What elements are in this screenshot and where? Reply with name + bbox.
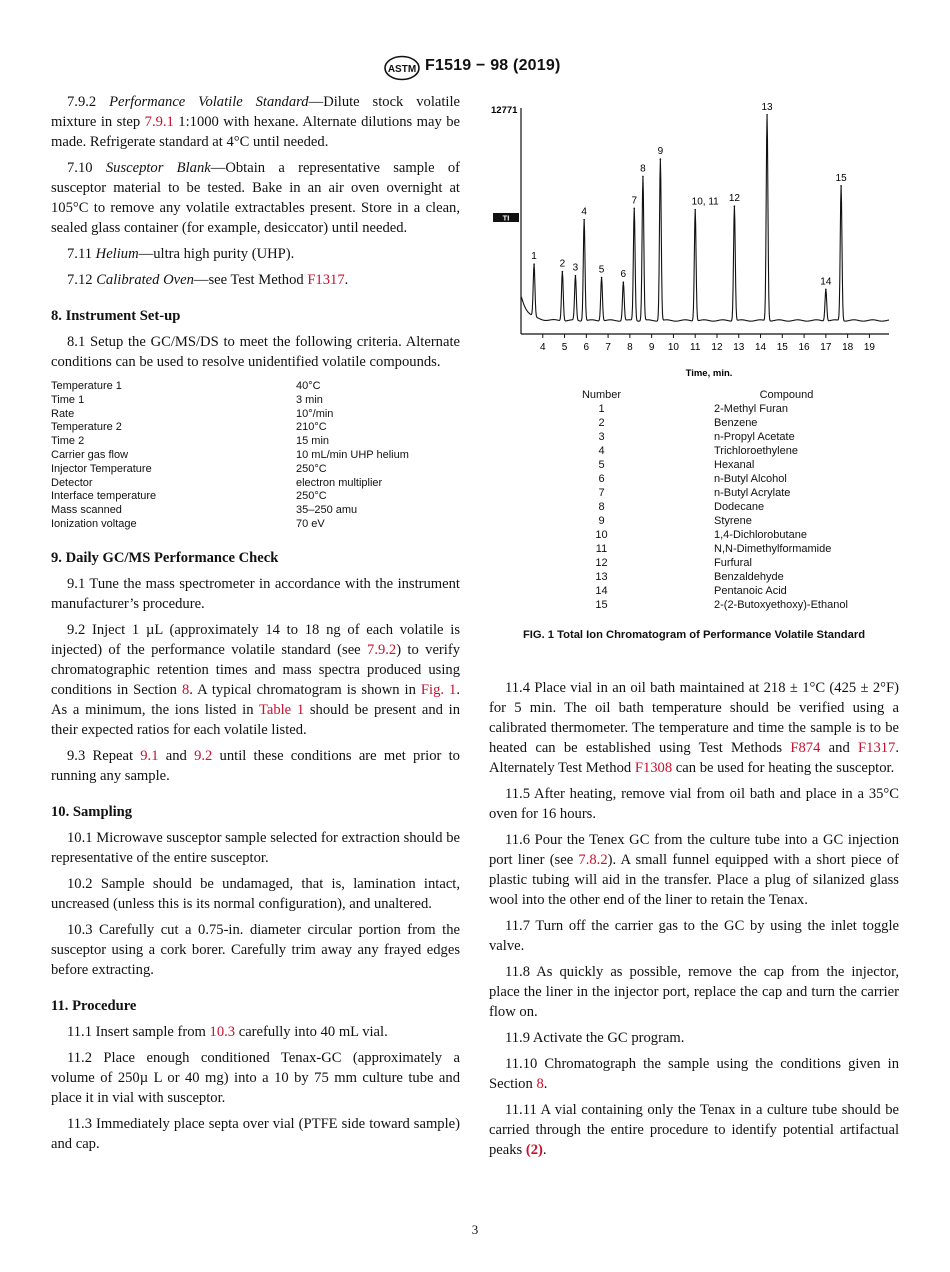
page-number: 3 bbox=[471, 1222, 479, 1237]
compound-row: 2 Benzene bbox=[598, 417, 758, 429]
param-row: Interface temperature 250°C bbox=[51, 490, 327, 503]
x-tick-label: 16 bbox=[798, 342, 810, 353]
figure-caption: FIG. 1 Total Ion Chromatogram of Performance Volatile Standard bbox=[522, 629, 866, 641]
para-11-10: 11.10 Chromatograph the sample using the conditions given in Section 8. bbox=[489, 1056, 899, 1092]
compound-row: 1 2-Methyl Furan bbox=[598, 403, 788, 415]
ref-f1308[interactable]: F1308 bbox=[634, 760, 673, 776]
ref-f1317[interactable]: F1317 bbox=[858, 740, 896, 756]
compound-row: 11 N,N-Dimethylformamide bbox=[595, 543, 832, 555]
para-11-9: 11.9 Activate the GC program. bbox=[505, 1030, 685, 1046]
left-column bbox=[51, 92, 460, 1160]
peak-label: 13 bbox=[761, 101, 773, 113]
ref-10-3[interactable]: 10.3 bbox=[209, 1023, 236, 1040]
section-11-heading: 11. Procedure bbox=[51, 997, 137, 1014]
para-7-9-2: 7.9.2 Performance Volatile Standard—Dilute stock volatile mixture in step 7.9.1 1:1000 with hexane. Alternate dilutions may be made. Refrigerate standard at 4°C until needed. bbox=[51, 94, 460, 150]
para-7-12: 7.12 Calibrated Oven—see Test Method F1317. bbox=[67, 272, 349, 288]
peak-label: 4 bbox=[581, 206, 587, 218]
chromatogram-figure bbox=[485, 98, 895, 388]
peak-label: 5 bbox=[598, 264, 605, 276]
peak-label: 6 bbox=[620, 269, 627, 281]
param-row: Time 2 15 min bbox=[51, 435, 330, 448]
para-11-3: 11.3 Immediately place septa over vial (PTFE side toward sample) and cap. bbox=[51, 1115, 460, 1152]
x-tick-label: 10 bbox=[667, 342, 679, 353]
x-tick-label: 18 bbox=[842, 342, 854, 353]
param-row: Ionization voltage 70 eV bbox=[51, 517, 325, 530]
para-10-2: 10.2 Sample should be undamaged, that is, lamination intact, uncreased (unless this is its normal configuration), and unaltered. bbox=[51, 875, 460, 912]
section-8-heading: 8. Instrument Set-up bbox=[51, 308, 181, 324]
compound-row: 8 Dodecane bbox=[598, 501, 765, 513]
ref-7-9-2[interactable]: 7.9.2 bbox=[367, 641, 397, 658]
ref-fig-1[interactable]: Fig. 1 bbox=[420, 681, 457, 698]
peak-label: 7 bbox=[631, 195, 638, 207]
peak-point bbox=[840, 185, 842, 187]
compound-row: 9 Styrene bbox=[598, 515, 752, 527]
x-tick-label: 19 bbox=[863, 342, 875, 353]
x-tick-label: 5 bbox=[561, 342, 568, 353]
peak-point bbox=[583, 219, 585, 221]
para-9-2: 9.2 Inject 1 µL (approximately 14 to 18 ng of each volatile is injected) of the performance volatile standard (see 7.9.2) to verify chromatographic retention times and mass spectra produced using conditions in Section 8. A typical chromatogram is shown in Fig. 1. As a minimum, the ions listed in Table 1 should be present and in their expected ratios for each volatile listed. bbox=[51, 621, 461, 738]
peak-point bbox=[633, 208, 635, 210]
para-7-11: 7.11 Helium—ultra high purity (UHP). bbox=[67, 246, 295, 262]
section-9-heading: 9. Daily GC/MS Performance Check bbox=[51, 549, 279, 566]
ref-section-8[interactable]: 8 bbox=[536, 1076, 544, 1092]
compound-row: 12 Furfural bbox=[595, 557, 752, 569]
para-10-3: 10.3 Carefully cut a 0.75-in. diameter circular portion from the susceptor using a cork borer. Carefully trim away any frayed edges before extracting. bbox=[51, 921, 460, 978]
compound-row: 7 n-Butyl Acrylate bbox=[598, 487, 791, 499]
para-11-2: 11.2 Place enough conditioned Tenax-GC (approximately a volume of 250µ L or 40 mg) into a 10 by 75 mm culture tube and place it in vial with susceptor. bbox=[51, 1049, 460, 1106]
ref-9-2[interactable]: 9.2 bbox=[194, 747, 213, 764]
ref-f1317[interactable]: F1317 bbox=[307, 272, 345, 288]
para-11-11: 11.11 A vial containing only the Tenax in a culture tube should be carried through the entire procedure to identify potential artifactual peaks (2). bbox=[489, 1102, 899, 1158]
peak-label: 1 bbox=[531, 251, 537, 263]
document-designation: F1519 − 98 (2019) bbox=[425, 57, 561, 74]
compound-row: 15 2-(2-Butoxyethoxy)-Ethanol bbox=[595, 599, 848, 611]
x-tick-label: 9 bbox=[648, 342, 655, 353]
para-11-5: 11.5 After heating, remove vial from oil bath and place in a 35°C oven for 16 hours. bbox=[489, 786, 899, 822]
para-11-7: 11.7 Turn off the carrier gas to the GC by using the inlet toggle valve. bbox=[489, 918, 899, 954]
compound-row: 4 Trichloroethylene bbox=[598, 445, 798, 457]
x-axis-label: Time, min. bbox=[685, 368, 733, 379]
x-tick-label: 11 bbox=[690, 342, 701, 353]
ref-table-1[interactable]: Table 1 bbox=[258, 701, 305, 718]
param-row: Injector Temperature 250°C bbox=[51, 462, 327, 475]
param-row: Detector electron multiplier bbox=[51, 476, 383, 489]
para-7-10: 7.10 Susceptor Blank—Obtain a representative sample of susceptor material to be tested. Bake in an air oven overnight at 105°C to remove any volatile extractables present. Store in a clean, sealed glass container (for example, desiccator) until needed. bbox=[51, 160, 461, 236]
peak-label: 10, 11 bbox=[691, 196, 719, 208]
para-11-8: 11.8 As quickly as possible, remove the cap from the injector, place the liner in the injector port, replace the cap and turn the carrier flow on. bbox=[489, 964, 899, 1020]
peak-point bbox=[601, 277, 603, 279]
peak-point bbox=[694, 209, 696, 211]
peak-point bbox=[766, 114, 768, 116]
ref-7-8-2[interactable]: 7.8.2 bbox=[578, 852, 608, 868]
compound-table-header: Number Compound bbox=[581, 389, 814, 401]
x-tick-label: 12 bbox=[711, 342, 723, 353]
right-column bbox=[489, 98, 899, 1166]
param-row: Rate 10°/min bbox=[51, 407, 334, 420]
x-tick-label: 14 bbox=[754, 342, 767, 353]
param-row: Temperature 1 40°C bbox=[51, 380, 321, 392]
ref-f874[interactable]: F874 bbox=[790, 740, 821, 756]
ref-section-8[interactable]: 8 bbox=[181, 681, 190, 698]
param-row: Time 1 3 min bbox=[51, 393, 323, 406]
peak-label: 15 bbox=[835, 172, 847, 184]
x-tick-label: 13 bbox=[733, 342, 745, 353]
peak-label: 12 bbox=[728, 193, 740, 205]
peak-label: 14 bbox=[820, 276, 832, 288]
peak-label: 9 bbox=[657, 146, 664, 158]
peak-point bbox=[533, 263, 535, 265]
peak-point bbox=[825, 289, 827, 291]
x-tick-label: 15 bbox=[776, 342, 788, 353]
compound-row: 3 n-Propyl Acetate bbox=[598, 431, 795, 443]
peak-point bbox=[734, 205, 736, 207]
peak-point bbox=[623, 281, 625, 283]
para-11-1: 11.1 Insert sample from 10.3 carefully into 40 mL vial. bbox=[67, 1023, 388, 1040]
compound-row: 10 1,4-Dichlorobutane bbox=[595, 529, 807, 541]
ti-label: TI bbox=[502, 213, 510, 223]
peak-label: 2 bbox=[559, 258, 566, 270]
ref-9-1[interactable]: 9.1 bbox=[140, 747, 159, 764]
para-11-6: 11.6 Pour the Tenex GC from the culture tube into a GC injection port liner (see 7.8.2). A small funnel equipped with a short piece of plastic tubing will aid in the transfer. Place a plug of silanized glass wool into the other end of the liner to retain the Tenax. bbox=[489, 832, 899, 908]
peak-label: 8 bbox=[640, 163, 646, 175]
para-10-1: 10.1 Microwave susceptor sample selected for extraction should be representative of the entire susceptor. bbox=[51, 829, 460, 866]
section-10-heading: 10. Sampling bbox=[51, 803, 133, 820]
chromatogram-chart bbox=[485, 98, 895, 388]
chromatogram-trace bbox=[521, 115, 889, 321]
peak-point bbox=[575, 275, 577, 277]
instrument-parameters bbox=[51, 380, 460, 532]
compound-row: 14 Pentanoic Acid bbox=[595, 585, 787, 597]
x-tick-label: 4 bbox=[539, 342, 546, 353]
y-max-label: 12771 bbox=[491, 105, 518, 116]
ref-7-9-1[interactable]: 7.9.1 bbox=[144, 114, 174, 130]
compound-row: 5 Hexanal bbox=[598, 459, 755, 471]
compound-table bbox=[489, 388, 899, 612]
param-row: Mass scanned 35–250 amu bbox=[51, 504, 358, 517]
para-9-3: 9.3 Repeat 9.1 and 9.2 until these conditions are met prior to running any sample. bbox=[51, 747, 460, 784]
astm-logo-icon bbox=[382, 55, 422, 81]
compound-row: 13 Benzaldehyde bbox=[595, 571, 784, 583]
x-tick-label: 8 bbox=[627, 342, 633, 353]
peak-point bbox=[660, 158, 662, 160]
x-tick-label: 7 bbox=[605, 342, 611, 353]
para-9-1: 9.1 Tune the mass spectrometer in accordance with the instrument manufacturer’s procedure. bbox=[51, 575, 460, 612]
logo-text: ASTM bbox=[387, 64, 417, 75]
param-row: Temperature 2 210°C bbox=[51, 421, 327, 434]
ref-2[interactable]: (2) bbox=[525, 1142, 543, 1158]
para-11-4: 11.4 Place vial in an oil bath maintained at 218 ± 1°C (425 ± 2°F) for 5 min. The oil bath temperature should be verified using a calibrated thermometer. The temperature and time the sample is to be heated can be established using Test Methods F874 and F1317. Alternately Test Method F1308 can be used for heating the susceptor. bbox=[489, 680, 899, 776]
peak-label: 3 bbox=[572, 262, 579, 274]
page-header bbox=[0, 55, 950, 85]
x-tick-label: 17 bbox=[820, 342, 832, 353]
param-row: Carrier gas flow 10 mL/min UHP helium bbox=[51, 448, 409, 461]
peak-point bbox=[642, 176, 644, 178]
compound-row: 6 n-Butyl Alcohol bbox=[598, 473, 787, 485]
para-8-1: 8.1 Setup the GC/MS/DS to meet the following criteria. Alternate conditions can be used to resolve unidentified volatile compounds. bbox=[51, 334, 460, 370]
x-tick-label: 6 bbox=[583, 342, 590, 353]
peak-point bbox=[562, 271, 564, 273]
